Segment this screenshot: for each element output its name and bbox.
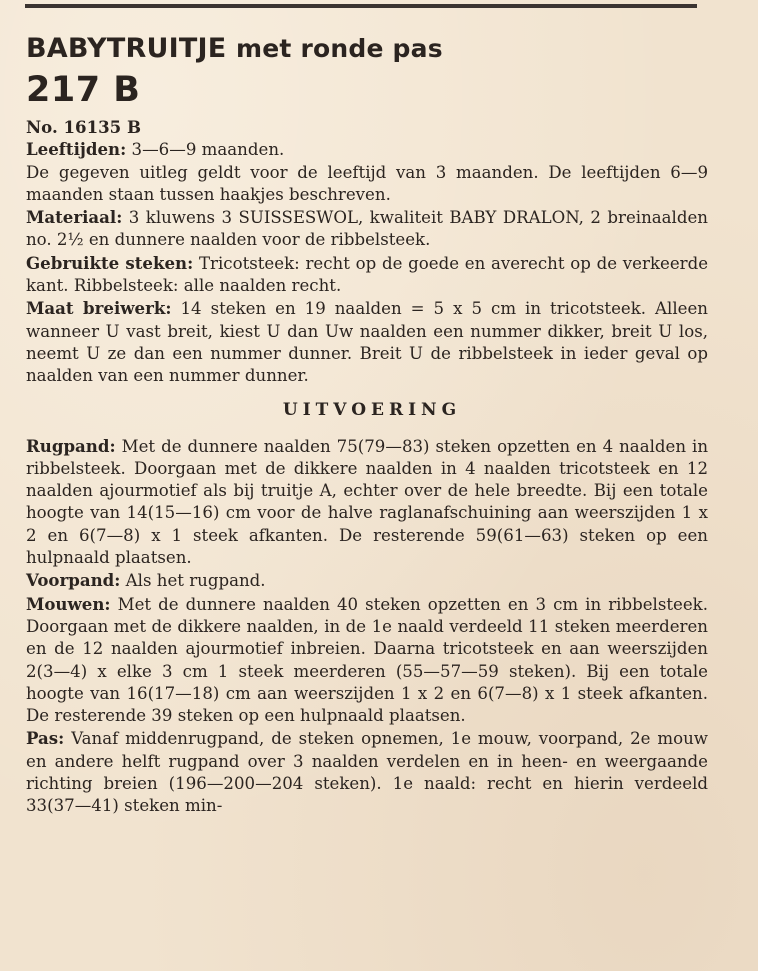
pattern-code: 217 B	[26, 70, 141, 110]
gauge-line	[26, 297, 708, 387]
gauge-text: 14 steken en 19 naalden = 5 x 5 cm in tricotsteek. Alleen wanneer U vast breit, kiest U dan Uw naalden een nummer dikker, breit U los, neemt U ze dan een nummer dunner. Breit U de ribbelsteek in ieder geval op naalden van een nummer dunner.	[26, 299, 708, 386]
front-line	[26, 569, 708, 592]
sleeves-label: Mouwen:	[26, 593, 111, 614]
yoke-line	[26, 727, 708, 817]
title-subtitle: met ronde pas	[236, 34, 443, 63]
section-heading: UITVOERING	[282, 399, 462, 420]
stitches-line	[26, 252, 708, 298]
sleeves-text: Met de dunnere naalden 40 steken opzetten en 3 cm in ribbelsteek. Doorgaan met de dikkere naalden, in de 1e naald verdeeld 11 steken meerderen en de 12 naalden ajourmotief inbreien. Daarna tricotsteek en aan weerszijden 2(3—4) x elke 3 cm 1 steek meerderen (55—57—59 steken). Bij een totale hoogte van 16(17—18) cm aan weerszijden 1 x 2 en 6(7—8) x 1 steek afkanten. De resterende 39 steken op een hulpnaald plaatsen.	[26, 594, 708, 726]
material-label: Materiaal:	[26, 207, 123, 228]
ages-line	[26, 138, 708, 161]
sleeves-line	[26, 593, 708, 728]
instructions-block	[26, 435, 708, 818]
material-line	[26, 206, 708, 252]
page-title	[26, 32, 708, 66]
pattern-page	[26, 32, 708, 818]
back-label: Rugpand:	[26, 435, 116, 456]
stitches-label: Gebruikte steken:	[26, 252, 194, 273]
material-text: 3 kluwens 3 SUISSESWOL, kwaliteit BABY DRALON, 2 breinaalden no. 2½ en dunnere naalden voor de ribbelsteek.	[26, 208, 708, 250]
front-text: Als het rugpand.	[125, 571, 266, 591]
back-text: Met de dunnere naalden 75(79—83) steken opzetten en 4 naalden in ribbelsteek. Doorgaan met de dikkere naalden in 4 naalden tricotsteek en 12 naalden ajourmotief als bij truitje A, echter over de hele breedte. Bij een totale hoogte van 14(15—16) cm voor de halve raglanafschuining aan weerszijden 1 x 2 en 6(7—8) x 1 steek afkanten. De resterende 59(61—63) steken op een hulpnaald plaatsen.	[26, 436, 709, 568]
yoke-label: Pas:	[26, 728, 65, 749]
stitches-text: Tricotsteek: recht op de goede en averecht op de verkeerde kant. Ribbelsteek: alle naalden recht.	[26, 253, 709, 296]
size-explanation: De gegeven uitleg geldt voor de leeftijd van 3 maanden. De leeftijden 6—9 maanden staan tussen haakjes beschreven.	[26, 162, 708, 204]
ages-label: Leeftijden:	[26, 139, 127, 160]
yoke-text: Vanaf middenrugpand, de steken opnemen, 1e mouw, voorpand, 2e mouw en andere helft rugpand over 3 naalden verdelen en in heen- en weergaande richting breien (196—200—204 steken). 1e naald: recht en hierin verdeeld 33(37—41) steken min-	[26, 729, 708, 816]
gauge-label: Maat breiwerk:	[26, 298, 172, 319]
ages-text: 3—6—9 maanden.	[131, 140, 285, 160]
top-rule	[25, 4, 697, 8]
title-main: BABYTRUITJE	[26, 33, 227, 64]
front-label: Voorpand:	[26, 570, 121, 591]
intro-block	[26, 116, 708, 388]
pattern-number: No. 16135 B	[26, 117, 142, 137]
back-line	[26, 435, 708, 570]
